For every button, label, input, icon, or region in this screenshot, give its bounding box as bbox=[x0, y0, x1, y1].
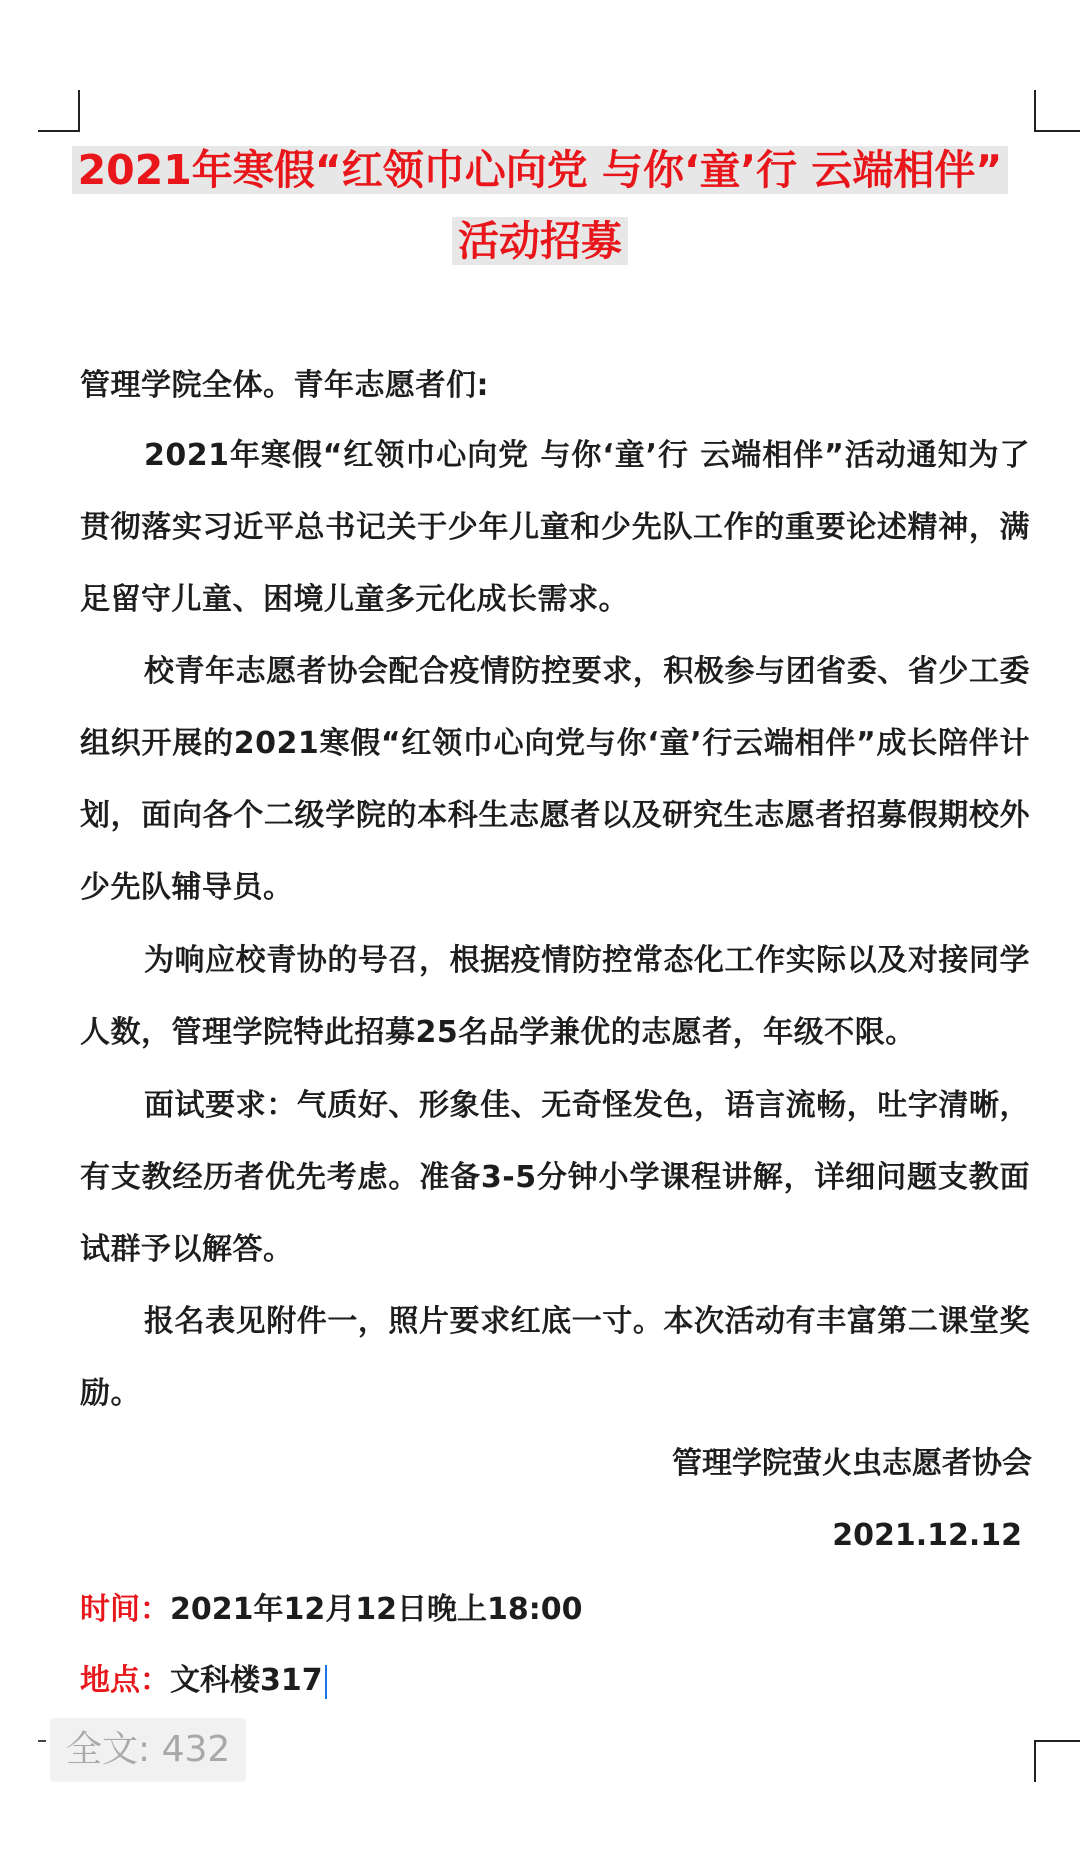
place-row[interactable] bbox=[80, 1645, 327, 1717]
signature: 管理学院萤火虫志愿者协会 bbox=[672, 1446, 1032, 1481]
paragraph-4 bbox=[80, 1070, 1030, 1286]
paragraph-3-text: 为响应校青协的号召，根据疫情防控常态化工作实际以及对接同学人数，管理学院特此招募25名品学兼优的志愿者，年级不限。 bbox=[80, 943, 1030, 1050]
document-title-line2 bbox=[0, 213, 1080, 269]
place-value[interactable]: 文科楼317 bbox=[170, 1663, 323, 1698]
text-cursor bbox=[325, 1665, 327, 1699]
crop-mark-top-right bbox=[1034, 90, 1080, 132]
paragraph-5-text: 报名表见附件一，照片要求红底一寸。本次活动有丰富第二课堂奖励。 bbox=[80, 1304, 1030, 1411]
signature-date: 2021.12.12 bbox=[832, 1518, 1022, 1553]
document-title-line1 bbox=[0, 142, 1080, 198]
word-count-badge[interactable]: 全文: 432 bbox=[50, 1718, 246, 1782]
time-label: 时间： bbox=[80, 1592, 170, 1627]
paragraph-1-text: 2021年寒假“红领巾心向党 与你‘童’行 云端相伴”活动通知为了贯彻落实习近平总书记关于少年儿童和少先队工作的重要论述精神，满足留守儿童、困境儿童多元化成长需求。 bbox=[80, 438, 1030, 617]
paragraph-2 bbox=[80, 636, 1030, 924]
title-text-2: 活动招募 bbox=[452, 217, 628, 265]
salutation: 管理学院全体。青年志愿者们: bbox=[80, 368, 489, 403]
crop-mark-bottom-right bbox=[1034, 1740, 1080, 1782]
crop-mark-top-left bbox=[38, 90, 80, 132]
place-label: 地点： bbox=[80, 1663, 170, 1698]
paragraph-1 bbox=[80, 420, 1030, 636]
crop-mark-bottom-left bbox=[38, 1740, 46, 1742]
title-text-1: 2021年寒假“红领巾心向党 与你‘童’行 云端相伴” bbox=[72, 146, 1009, 194]
paragraph-5 bbox=[80, 1286, 1030, 1430]
paragraph-3 bbox=[80, 925, 1030, 1069]
paragraph-4-text: 面试要求：气质好、形象佳、无奇怪发色，语言流畅，吐字清晰，有支教经历者优先考虑。准备3-5分钟小学课程讲解，详细问题支教面试群予以解答。 bbox=[80, 1088, 1030, 1267]
paragraph-2-text: 校青年志愿者协会配合疫情防控要求，积极参与团省委、省少工委组织开展的2021寒假“红领巾心向党与你‘童’行云端相伴”成长陪伴计划，面向各个二级学院的本科生志愿者以及研究生志愿者招募假期校外少先队辅导员。 bbox=[80, 654, 1030, 905]
time-row bbox=[80, 1574, 583, 1646]
time-value: 2021年12月12日晚上18:00 bbox=[170, 1592, 583, 1627]
